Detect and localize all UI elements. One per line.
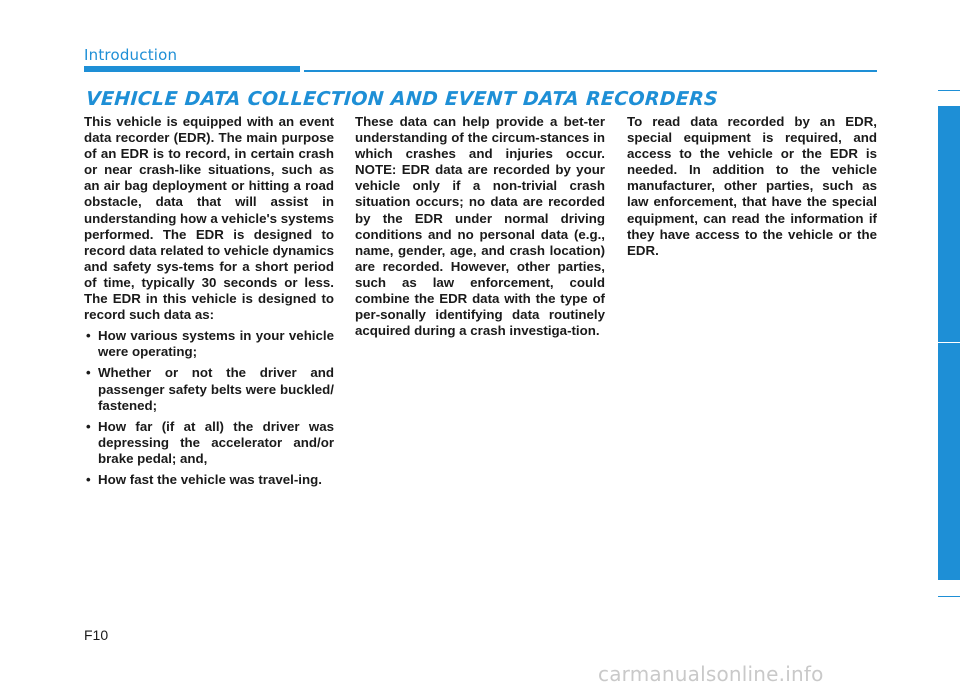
header-rule-thin <box>304 70 877 72</box>
watermark: carmanualsonline.info <box>598 662 824 686</box>
body-paragraph: These data can help provide a bet-ter understanding of the circum-stances in which crashes and injuries occur. NOTE: EDR data are recorded by your vehicle only if a non-trivial crash situation occurs; no data are recorded by the EDR under normal driving conditions and no personal data (e.g., name, gender, age, and crash location) are recorded. However, other parties, such as law enforcement, could combine the EDR data with the type of per-sonally identifying data routinely acquired during a crash investiga-tion. <box>355 114 605 339</box>
bullet-item: • How various systems in your vehicle were operating; <box>84 328 334 360</box>
text-column-3 <box>627 114 877 259</box>
bullet-item: • How fast the vehicle was travel-ing. <box>84 472 334 488</box>
text-column-1 <box>84 114 334 488</box>
text-column-2 <box>355 114 605 339</box>
body-paragraph: To read data recorded by an EDR, special equipment is required, and access to the vehicle or the EDR is needed. In addition to the vehicle manufacturer, other parties, such as law enforcement, that have the special equipment, can read the information if they have access to the vehicle or the EDR. <box>627 114 877 258</box>
header-rule-thick <box>84 66 300 72</box>
side-tab-divider <box>938 342 960 343</box>
bullet-item: • Whether or not the driver and passenger safety belts were buckled/ fastened; <box>84 365 334 413</box>
chapter-side-tab <box>938 106 960 580</box>
bullet-item: • How far (if at all) the driver was depressing the accelerator and/or brake pedal; and, <box>84 419 334 467</box>
side-tab-rule <box>938 596 960 597</box>
section-label: Introduction <box>84 46 178 64</box>
side-tab-rule <box>938 90 960 91</box>
intro-paragraph: This vehicle is equipped with an event data recorder (EDR). The main purpose of an EDR is to record, in certain crash or near crash-like situations, such as an air bag deployment or hitting a road obstacle, data that will assist in understanding how a vehicle's systems performed. The EDR is designed to record data related to vehicle dynamics and safety sys-tems for a short period of time, typically 30 seconds or less. The EDR in this vehicle is designed to record such data as: <box>84 114 334 323</box>
page-number: F10 <box>84 627 109 643</box>
bullet-list <box>84 328 334 488</box>
page-title: VEHICLE DATA COLLECTION AND EVENT DATA RECORDERS <box>85 88 719 110</box>
